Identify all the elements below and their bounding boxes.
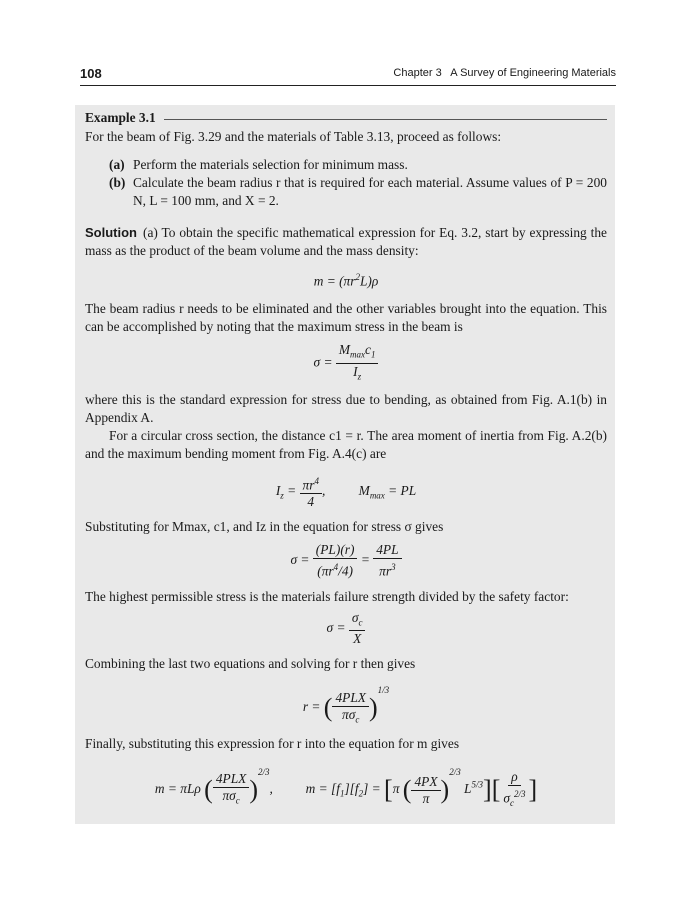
list-item: [85, 156, 607, 174]
example-title: Example 3.1: [85, 110, 156, 125]
example-content: [85, 108, 607, 811]
solution-paragraph-7: Combining the last two equations and solving for r then gives: [85, 656, 416, 672]
equation-stress: σ = $\frac{M_{max}c_1}{I_z}$: [85, 342, 607, 384]
example-heading: [85, 108, 607, 128]
solution-paragraph-6: The highest permissible stress is the materials failure strength divided by the safety factor:: [85, 588, 569, 604]
example-items: [85, 156, 607, 210]
equation-inertia-moment: $I_z$ = $\frac{\pi r^4}{4}$ , $M_{max}$ = PL: [85, 473, 607, 510]
solution-paragraph-3: where this is the standard expression for stress due to bending, as obtained from Fig. A.1(b) in Appendix A.: [85, 391, 607, 425]
solution-paragraph-5: Substituting for Mmax, c1, and Iz in the equation for stress σ gives: [85, 519, 444, 535]
item-text: Perform the materials selection for minimum mass.: [133, 157, 408, 172]
solution-paragraph-8: Finally, substituting this expression for r into the equation for m gives: [85, 736, 460, 752]
equation-allowable-stress: σ = $\frac{\sigma_c}{X}$: [85, 610, 607, 648]
chapter-title: Chapter 3 A Survey of Engineering Materials: [393, 67, 616, 79]
header-rule: [80, 85, 616, 86]
equation-radius: r = ( $\frac{\text{4PLX}}{\pi\sigma_c}$ )$^{1/3}$: [302, 685, 390, 725]
page-number: 108: [80, 66, 102, 81]
list-item: [85, 174, 607, 210]
item-label: (a): [109, 157, 125, 172]
page-header: [80, 66, 616, 84]
solution-label: Solution: [85, 225, 137, 240]
equation-stress-substituted: σ = $\frac{(PL)(r)}{(\pi r^4/4)}$ = $\frac{4PL}{\pi r^3}$: [85, 542, 607, 579]
item-label: (b): [109, 175, 126, 190]
solution-paragraph-4: For a circular cross section, the distance c1 = r. The area moment of inertia from Fig. A.2(b) and the maximum bending moment from Fig. A.4(c) are: [85, 427, 607, 461]
example-intro: For the beam of Fig. 3.29 and the materials of Table 3.13, proceed as follows:: [85, 129, 502, 144]
example-title-rule: [164, 119, 607, 120]
equation-mass-final: m = πLρ ( $\frac{\text{4PLX}}{\pi\sigma_c}$ )$^{2/3}$, $m = [f_1][f_2] = [\pi$ ( $\frac{4PX}{\pi}$ )$^{2/3}$ $L^{5/3}$][ $\frac{\rho}{\sigma_c^{2/3}}$ ]: [154, 767, 538, 809]
equation-mass: $m = (\pi r^2L)\rho$: [313, 272, 379, 289]
solution-text-1: (a) To obtain the specific mathematical expression for Eq. 3.2, start by expressing the mass as the product of the beam volume and the mass density:: [85, 225, 607, 258]
solution-paragraph-1: [85, 224, 607, 260]
item-text: Calculate the beam radius r that is required for each material. Assume values of P = 200 N, L = 100 mm, and X = 2.: [133, 175, 607, 208]
solution-paragraph-2: The beam radius r needs to be eliminated and the other variables brought into the equation. This can be accomplished by noting that the maximum stress in the beam is: [85, 301, 607, 335]
